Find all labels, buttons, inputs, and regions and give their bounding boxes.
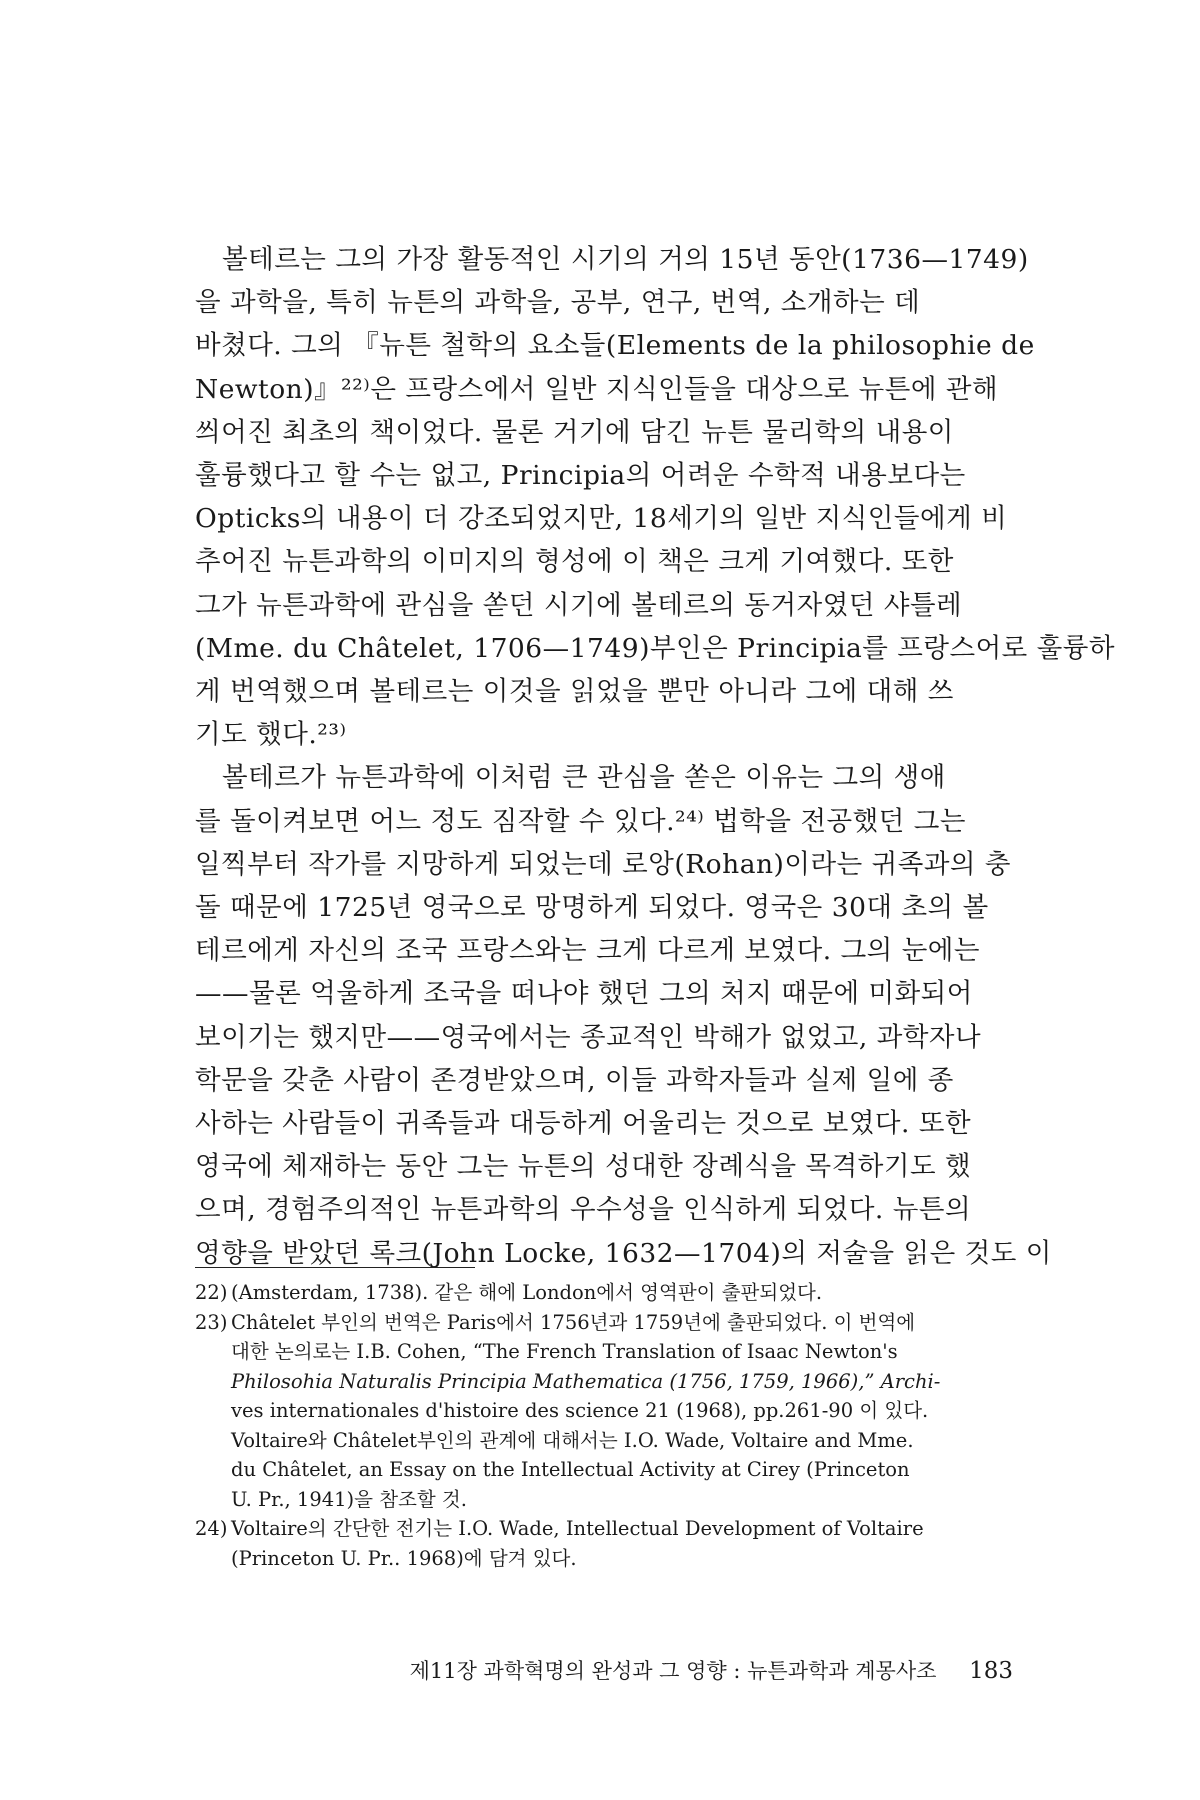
text-line: 훌륭했다고 할 수는 없고, Principia의 어려운 수학적 내용보다는 (195, 460, 966, 492)
text-line: 보이기는 했지만——영국에서는 종교적인 박해가 없었고, 과학자나 (195, 1021, 982, 1053)
footnote-line: (Amsterdam, 1738). 같은 해에 London에서 영역판이 출판되었다. (231, 1281, 823, 1304)
footnote-22 (195, 1278, 1013, 1308)
chapter-title: 제11장 과학혁명의 완성과 그 영향 : 뉴튼과학과 계몽사조 (409, 1659, 937, 1683)
text-line: 영국에 체재하는 동안 그는 뉴튼의 성대한 장례식을 목격하기도 했 (195, 1151, 972, 1183)
footnote-line: (Princeton U. Pr.. 1968)에 담겨 있다. (231, 1546, 577, 1570)
footnote-line: ves internationales d'histoire des science 21 (1968), pp.261-90 이 있다. (231, 1399, 929, 1422)
text-line: 돌 때문에 1725년 영국으로 망명하게 되었다. 영국은 30대 초의 볼 (195, 892, 989, 924)
main-text (195, 238, 1115, 1275)
footnote-24 (195, 1514, 1013, 1573)
text-line: 을 과학을, 특히 뉴튼의 과학을, 공부, 연구, 번역, 소개하는 데 (195, 287, 921, 319)
text-line: 학문을 갖춘 사람이 존경받았으며, 이들 과학자들과 실제 일에 종 (195, 1064, 954, 1096)
footnote-line: Voltaire의 간단한 전기는 I.O. Wade, Intellectual Development of Voltaire (231, 1517, 924, 1540)
text-line: 그가 뉴튼과학에 관심을 쏟던 시기에 볼테르의 동거자였던 샤틀레 (195, 589, 963, 621)
text-line: 기도 했다.²³⁾ (195, 719, 347, 751)
footnote-number: 23) (195, 1310, 228, 1334)
footnote-number: 22) (195, 1281, 228, 1304)
footnote-line: Châtelet 부인의 번역은 Paris에서 1756년과 1759년에 출판되었다. 이 번역에 (231, 1310, 916, 1334)
page-number: 183 (969, 1658, 1013, 1684)
text-line: 게 번역했으며 볼테르는 이것을 읽었을 뿐만 아니라 그에 대해 쓰 (195, 676, 954, 708)
text-line: 테르에게 자신의 조국 프랑스와는 크게 다르게 보였다. 그의 눈에는 (195, 935, 980, 967)
text-line: 으며, 경험주의적인 뉴튼과학의 우수성을 인식하게 되었다. 뉴튼의 (195, 1194, 972, 1226)
footnote-23 (195, 1308, 1013, 1515)
text-line: 볼테르가 뉴튼과학에 이처럼 큰 관심을 쏟은 이유는 그의 생애 (222, 762, 946, 794)
running-footer (0, 1655, 1013, 1685)
footnote-line: U. Pr., 1941)을 참조할 것. (231, 1487, 467, 1511)
footnote-line: 대한 논의로는 I.B. Cohen, “The French Translation of Isaac Newton's (231, 1340, 898, 1363)
text-line: 추어진 뉴튼과학의 이미지의 형성에 이 책은 크게 기여했다. 또한 (195, 546, 954, 578)
footnote-number: 24) (195, 1517, 228, 1540)
text-line: ——물론 억울하게 조국을 떠나야 했던 그의 처지 때문에 미화되어 (195, 978, 973, 1010)
text-line: 사하는 사람들이 귀족들과 대등하게 어울리는 것으로 보였다. 또한 (195, 1108, 972, 1140)
paragraph-2 (195, 756, 1052, 1274)
footnote-line: Voltaire와 Châtelet부인의 관계에 대해서는 I.O. Wade, Voltaire and Mme. (231, 1428, 914, 1452)
paragraph-1 (195, 238, 1115, 756)
text-line: 바쳤다. 그의 『뉴튼 철학의 요소들(Elements de la philosophie de (195, 330, 1035, 362)
footnotes (195, 1278, 1013, 1573)
text-line: 일찍부터 작가를 지망하게 되었는데 로앙(Rohan)이라는 귀족과의 충 (195, 848, 1012, 880)
text-line: 씌어진 최초의 책이었다. 물론 거기에 담긴 뉴튼 물리학의 내용이 (195, 416, 954, 448)
text-line: Opticks의 내용이 더 강조되었지만, 18세기의 일반 지식인들에게 비 (195, 503, 1008, 535)
text-line: 를 돌이켜보면 어느 정도 짐작할 수 있다.²⁴⁾ 법학을 전공했던 그는 (195, 805, 966, 837)
text-line: 영향을 받았던 록크(John Locke, 1632—1704)의 저술을 읽은 것도 이 (195, 1237, 1052, 1269)
footnote-line: du Châtelet, an Essay on the Intellectual Activity at Cirey (Princeton (231, 1458, 910, 1481)
text-line: Newton)』²²⁾은 프랑스에서 일반 지식인들을 대상으로 뉴튼에 관해 (195, 373, 999, 405)
footnote-divider (195, 1267, 475, 1268)
text-line: 볼테르는 그의 가장 활동적인 시기의 거의 15년 동안(1736—1749) (222, 244, 1029, 275)
text-line: (Mme. du Châtelet, 1706—1749)부인은 Principia를 프랑스어로 훌륭하 (195, 632, 1115, 664)
footnote-line: Philosohia Naturalis Principia Mathematica (1756, 1759, 1966),” Archi- (231, 1369, 941, 1393)
